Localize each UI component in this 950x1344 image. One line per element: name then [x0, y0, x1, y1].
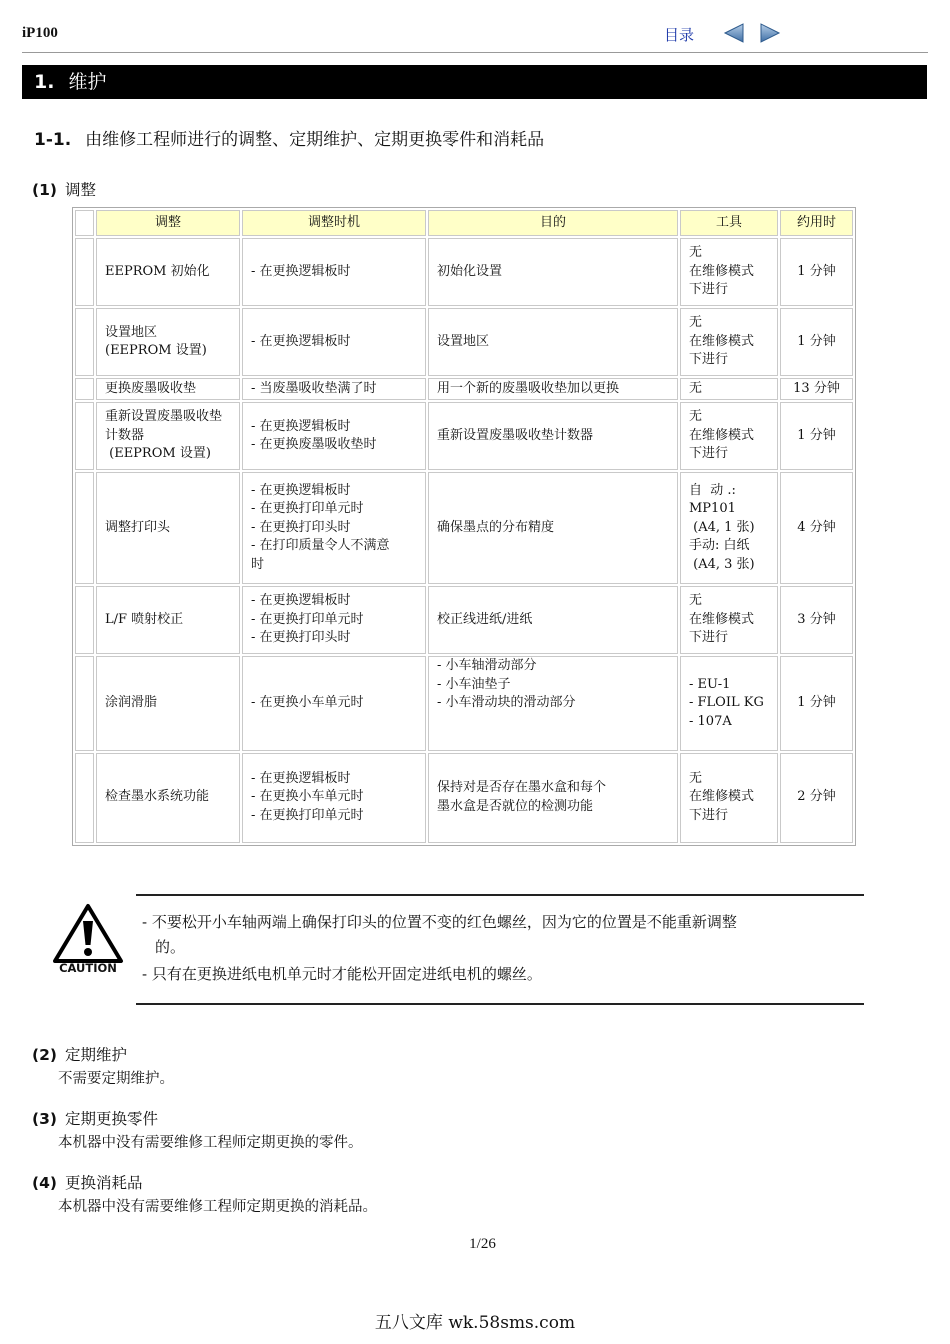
- table-row: [75, 308, 853, 376]
- row-marker-cell: [75, 308, 94, 376]
- timing-line: - 在更换小车单元时: [251, 695, 364, 710]
- tool-line: 自 动 .:: [689, 482, 736, 498]
- table-row: [75, 656, 853, 751]
- timing-line: - 在更换逻辑板时: [251, 263, 351, 279]
- tool-line: 下进行: [689, 282, 729, 298]
- cell-tool: [680, 238, 778, 306]
- name-line: (EEPROM 设置): [105, 446, 211, 462]
- cell-name: [96, 378, 240, 400]
- subsection-maintenance: [32, 1043, 127, 1065]
- chapter-number: 1.: [34, 71, 55, 93]
- cell-timing: [242, 656, 426, 751]
- section-heading: [34, 125, 544, 150]
- table-header-cell: 调整: [96, 210, 240, 236]
- timing-line: - 在更换打印头时: [251, 630, 351, 646]
- subsection-number: (2): [32, 1046, 57, 1064]
- timing-line: - 在更换逻辑板时: [251, 482, 351, 498]
- cell-name: [96, 402, 240, 470]
- name-line: (EEPROM 设置): [105, 343, 207, 358]
- cell-tool: [680, 378, 778, 400]
- tool-line: (A4, 1 张): [689, 519, 755, 535]
- section-title: 由维修工程师进行的调整、定期维护、定期更换零件和消耗品: [85, 130, 545, 150]
- tool-line: 在维修模式: [689, 263, 755, 279]
- name-line: 计数器: [105, 427, 145, 443]
- cell-time: 3 分钟: [780, 586, 853, 654]
- subsection-number: (3): [32, 1110, 57, 1128]
- subsection-number: (4): [32, 1174, 57, 1192]
- purpose-line: - 小车轴滑动部分: [437, 658, 537, 673]
- tool-line: 下进行: [689, 807, 729, 823]
- cell-timing: [242, 402, 426, 470]
- tool-line: - FLOIL KG: [689, 695, 764, 710]
- row-marker-cell: [75, 238, 94, 306]
- subsection-parts: [32, 1107, 158, 1129]
- purpose-line: [437, 713, 669, 732]
- adjustment-table: [72, 207, 856, 846]
- caution-item-2: - 只有在更换进纸电机单元时才能松开固定进纸电机的螺丝。: [142, 965, 542, 983]
- section-number: 1-1.: [34, 130, 72, 150]
- toc-link[interactable]: 目录: [664, 26, 695, 44]
- cell-tool: [680, 402, 778, 470]
- name-line: 涂润滑脂: [105, 695, 158, 710]
- caution-label: CAUTION: [59, 961, 117, 975]
- cell-timing: [242, 238, 426, 306]
- purpose-line: 墨水盒是否就位的检测功能: [437, 798, 594, 814]
- subsection-consumables: [32, 1171, 142, 1193]
- cell-name: [96, 753, 240, 843]
- footer-watermark: 五八文库 wk.58sms.com: [374, 1313, 576, 1333]
- table-header-cell: 工具: [680, 210, 778, 236]
- tool-line: 下进行: [689, 630, 729, 646]
- model-name: iP100: [22, 25, 58, 41]
- table-header-row: [75, 210, 853, 236]
- subsection-text: 不需要定期维护。: [58, 1071, 174, 1087]
- subsection-title: 定期更换零件: [64, 1110, 158, 1128]
- cell-timing: [242, 586, 426, 654]
- cell-time: 1 分钟: [780, 238, 853, 306]
- purpose-line: 确保墨点的分布精度: [437, 519, 555, 535]
- cell-time: 2 分钟: [780, 753, 853, 843]
- cell-timing: [242, 308, 426, 376]
- tool-line: - EU-1: [689, 676, 731, 692]
- tool-line: 在维修模式: [689, 427, 755, 443]
- timing-line: - 在更换打印头时: [251, 519, 351, 535]
- tool-line: 手动: 白纸: [689, 538, 750, 554]
- timing-line: - 在更换逻辑板时: [251, 418, 351, 434]
- tool-line: 无: [689, 409, 703, 425]
- purpose-line: - 小车油垫子: [437, 676, 511, 692]
- cell-name: [96, 586, 240, 654]
- cell-tool: [680, 753, 778, 843]
- cell-time: 4 分钟: [780, 472, 853, 584]
- subsection-adjustment: [32, 178, 96, 200]
- subsection-title: 调整: [64, 181, 96, 199]
- tool-line: MP101: [689, 501, 736, 517]
- cell-purpose: [428, 402, 678, 470]
- name-line: 更换废墨吸收垫: [105, 380, 197, 396]
- tool-line: 无: [689, 380, 703, 396]
- table-row: [75, 238, 853, 306]
- name-line: L/F 喷射校正: [105, 611, 184, 627]
- name-line: 检查墨水系统功能: [105, 789, 210, 805]
- cell-tool: [680, 472, 778, 584]
- cell-purpose: [428, 308, 678, 376]
- tool-line: (A4, 3 张): [689, 556, 755, 572]
- timing-line: - 在打印质量令人不满意: [251, 538, 390, 554]
- timing-line: - 在更换逻辑板时: [251, 333, 351, 349]
- purpose-line: [437, 731, 669, 750]
- cell-tool: [680, 308, 778, 376]
- purpose-line: 保持对是否存在墨水盒和每个: [437, 780, 607, 795]
- row-marker-cell: [75, 402, 94, 470]
- table-row: [75, 586, 853, 654]
- table-header-cell: 目的: [428, 210, 678, 236]
- row-marker-cell: [75, 586, 94, 654]
- table-row: [75, 378, 853, 400]
- cell-time: 1 分钟: [780, 308, 853, 376]
- purpose-line: 用一个新的废墨吸收垫加以更换: [437, 380, 620, 396]
- tool-line: 在维修模式: [689, 789, 755, 805]
- next-arrow-icon[interactable]: [758, 22, 782, 44]
- table-row: [75, 402, 853, 470]
- tool-line: 无: [689, 245, 703, 261]
- row-marker-cell: [75, 378, 94, 400]
- subsection-number: (1): [32, 181, 57, 199]
- name-line: 调整打印头: [105, 519, 171, 535]
- chapter-title: 维护: [68, 71, 107, 93]
- cell-tool: [680, 586, 778, 654]
- tool-line: 下进行: [689, 446, 729, 462]
- timing-line: - 在更换打印单元时: [251, 807, 364, 823]
- purpose-line: 初始化设置: [437, 263, 503, 279]
- timing-line: 时: [251, 556, 265, 572]
- caution-item-1: - 不要松开小车轴两端上确保打印头的位置不变的红色螺丝，因为它的位置是不能重新调整: [142, 913, 737, 931]
- timing-line: - 当废墨吸收垫满了时: [251, 380, 377, 396]
- page-number: 1/26: [469, 1236, 496, 1252]
- subsection-text: 本机器中没有需要维修工程师定期更换的消耗品。: [58, 1199, 377, 1215]
- purpose-line: 重新设置废墨吸收垫计数器: [437, 427, 594, 443]
- cell-timing: [242, 753, 426, 843]
- cell-name: [96, 238, 240, 306]
- tool-line: 无: [689, 315, 703, 331]
- name-line: 重新设置废墨吸收垫: [105, 409, 223, 425]
- timing-line: - 在更换废墨吸收垫时: [251, 437, 377, 452]
- cell-purpose: [428, 586, 678, 654]
- table-header-cell: 约用时: [780, 210, 853, 236]
- cell-purpose: [428, 472, 678, 584]
- chapter-title-bar: [22, 65, 927, 99]
- cell-purpose: [428, 238, 678, 306]
- prev-arrow-icon[interactable]: [722, 22, 746, 44]
- timing-line: - 在更换逻辑板时: [251, 770, 351, 786]
- cell-name: [96, 472, 240, 584]
- tool-line: 无: [689, 593, 703, 609]
- cell-timing: [242, 378, 426, 400]
- tool-line: 下进行: [689, 352, 729, 368]
- cell-time: 1 分钟: [780, 402, 853, 470]
- cell-name: [96, 656, 240, 751]
- row-marker-cell: [75, 472, 94, 584]
- table-header-cell: 调整时机: [242, 210, 426, 236]
- tool-line: 在维修模式: [689, 611, 755, 627]
- cell-purpose: [428, 656, 678, 751]
- cell-timing: [242, 472, 426, 584]
- subsection-text: 本机器中没有需要维修工程师定期更换的零件。: [58, 1135, 363, 1151]
- cell-purpose: [428, 378, 678, 400]
- row-marker-cell: [75, 753, 94, 843]
- timing-line: - 在更换小车单元时: [251, 789, 364, 805]
- cell-time: 1 分钟: [780, 656, 853, 751]
- timing-line: - 在更换逻辑板时: [251, 593, 351, 609]
- subsection-title: 定期维护: [64, 1046, 127, 1064]
- tool-line: 在维修模式: [689, 333, 755, 349]
- cell-tool: [680, 656, 778, 751]
- tool-line: - 107A: [689, 713, 732, 729]
- cell-time: 13 分钟: [780, 378, 853, 400]
- table-row: [75, 472, 853, 584]
- timing-line: - 在更换打印单元时: [251, 501, 364, 517]
- caution-item-1-cont: 的。: [155, 938, 186, 956]
- cell-purpose: [428, 753, 678, 843]
- purpose-line: 设置地区: [437, 333, 490, 349]
- header-divider: [22, 52, 928, 53]
- table-row: [75, 753, 853, 843]
- cell-name: [96, 308, 240, 376]
- table-header-blank: [75, 210, 94, 236]
- name-line: 设置地区: [105, 324, 158, 340]
- row-marker-cell: [75, 656, 94, 751]
- purpose-line: - 小车滑动块的滑动部分: [437, 695, 576, 710]
- name-line: EEPROM 初始化: [105, 263, 210, 279]
- subsection-title: 更换消耗品: [64, 1174, 143, 1192]
- timing-line: - 在更换打印单元时: [251, 611, 364, 627]
- tool-line: 无: [689, 770, 703, 786]
- purpose-line: 校正线进纸/进纸: [437, 611, 533, 627]
